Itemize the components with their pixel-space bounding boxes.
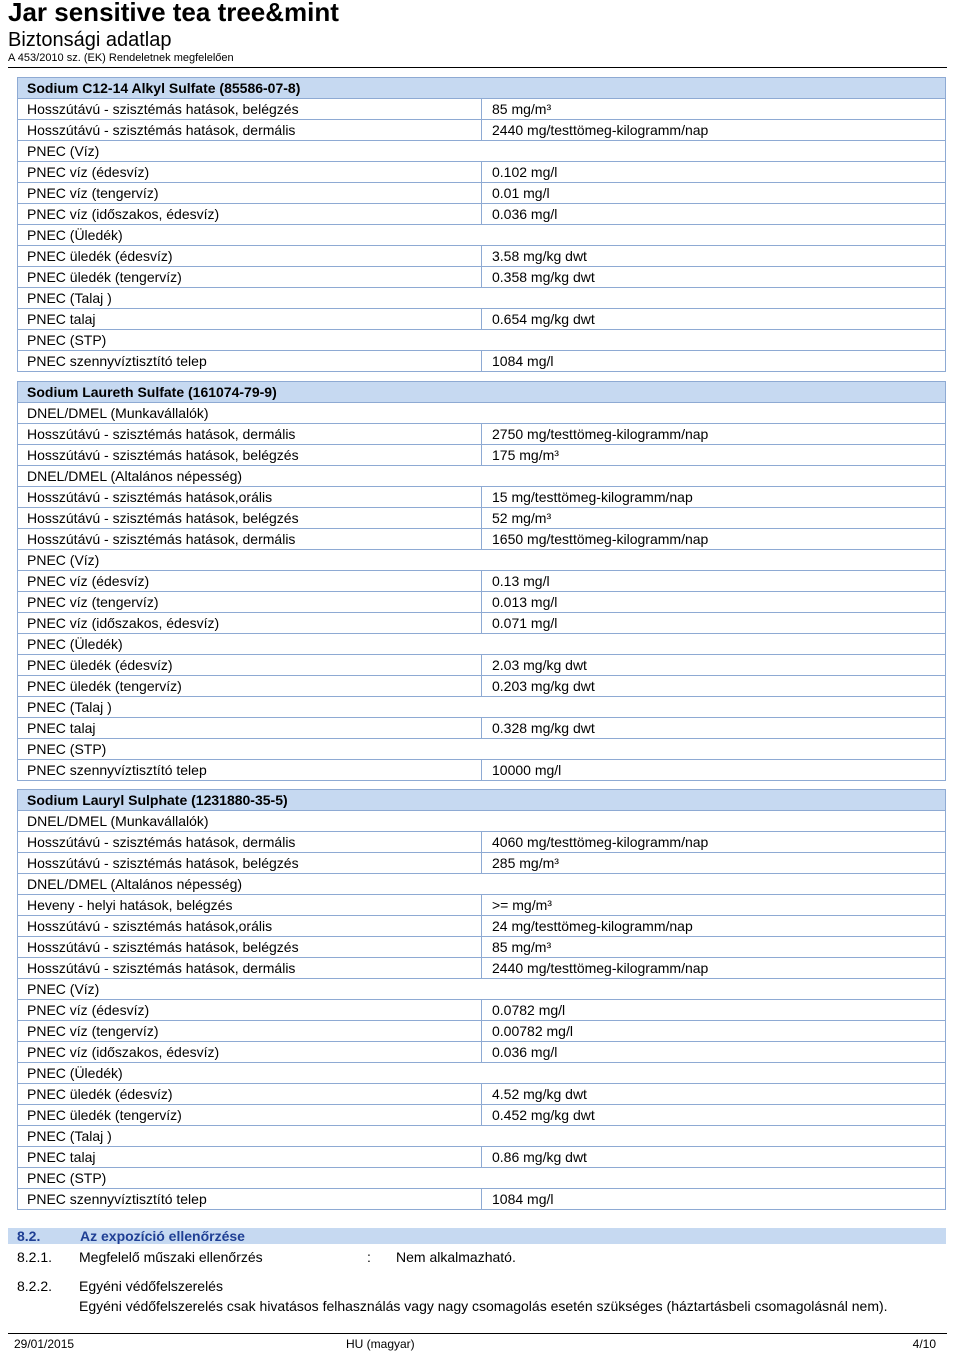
group-label: PNEC (Üledék) [18,225,946,246]
row-label: PNEC talaj [18,718,482,739]
row-label: Hosszútávú - szisztémás hatások, belégzés [18,853,482,874]
table-row [18,832,946,853]
section-number: 8.2. [17,1228,41,1244]
table-row [18,508,946,529]
group-row [18,697,946,718]
item2-number: 8.2.2. [17,1278,53,1294]
row-label: PNEC üledék (tengervíz) [18,1105,482,1126]
group-label: PNEC (STP) [18,330,946,351]
table-row [18,246,946,267]
footer-divider [8,1333,947,1334]
row-value: 2440 mg/testtömeg-kilogramm/nap [482,120,946,141]
section-title: Az expozíció ellenőrzése [80,1228,245,1244]
row-value: 2750 mg/testtömeg-kilogramm/nap [482,424,946,445]
row-value: 285 mg/m³ [482,853,946,874]
row-value: >= mg/m³ [482,895,946,916]
table-row [18,718,946,739]
row-label: Hosszútávú - szisztémás hatások,orális [18,916,482,937]
table-row [18,309,946,330]
substance-name: Sodium Laureth Sulfate (161074-79-9) [18,382,946,403]
row-label: PNEC szennyvíztisztító telep [18,351,482,372]
table-row [18,937,946,958]
group-label: PNEC (STP) [18,739,946,760]
row-label: Hosszútávú - szisztémás hatások, belégzés [18,508,482,529]
group-row [18,288,946,309]
row-value: 10000 mg/l [482,760,946,781]
group-label: PNEC (STP) [18,1168,946,1189]
row-label: Hosszútávú - szisztémás hatások, dermális [18,958,482,979]
table-row [18,204,946,225]
table-row [18,676,946,697]
row-value: 0.013 mg/l [482,592,946,613]
footer-page: 4/10 [912,1337,936,1351]
header-divider [8,67,947,68]
row-value: 0.452 mg/kg dwt [482,1105,946,1126]
group-label: PNEC (Üledék) [18,634,946,655]
row-label: Hosszútávú - szisztémás hatások, dermális [18,529,482,550]
table-row [18,424,946,445]
document-subtitle: Biztonsági adatlap [8,29,172,51]
row-value: 85 mg/m³ [482,99,946,120]
row-label: PNEC szennyvíztisztító telep [18,760,482,781]
row-label: PNEC víz (tengervíz) [18,592,482,613]
row-label: PNEC víz (édesvíz) [18,1000,482,1021]
group-row [18,550,946,571]
group-row [18,141,946,162]
row-value: 4.52 mg/kg dwt [482,1084,946,1105]
group-label: PNEC (Talaj ) [18,288,946,309]
row-label: PNEC víz (időszakos, édesvíz) [18,613,482,634]
row-value: 1084 mg/l [482,1189,946,1210]
row-value: 0.654 mg/kg dwt [482,309,946,330]
group-label: PNEC (Talaj ) [18,1126,946,1147]
row-label: PNEC üledék (édesvíz) [18,246,482,267]
group-label: DNEL/DMEL (Munkavállalók) [18,403,946,424]
row-label: PNEC üledék (tengervíz) [18,267,482,288]
group-row [18,739,946,760]
row-value: 24 mg/testtömeg-kilogramm/nap [482,916,946,937]
document-title: Jar sensitive tea tree&mint [8,0,339,27]
table-row [18,99,946,120]
group-label: PNEC (Talaj ) [18,697,946,718]
table-row [18,760,946,781]
row-value: 1650 mg/testtömeg-kilogramm/nap [482,529,946,550]
group-row [18,225,946,246]
row-value: 0.036 mg/l [482,1042,946,1063]
row-label: PNEC víz (időszakos, édesvíz) [18,1042,482,1063]
group-row [18,1063,946,1084]
table-row [18,958,946,979]
item1-value: Nem alkalmazható. [396,1249,516,1265]
table-row [18,162,946,183]
group-row [18,466,946,487]
row-label: PNEC víz (tengervíz) [18,1021,482,1042]
row-label: PNEC üledék (édesvíz) [18,1084,482,1105]
item2-label: Egyéni védőfelszerelés [79,1278,223,1294]
group-row [18,634,946,655]
substance-table-3 [17,789,946,1210]
table-row [18,1084,946,1105]
item1-separator: : [367,1249,371,1265]
row-label: Hosszútávú - szisztémás hatások,orális [18,487,482,508]
group-label: PNEC (Víz) [18,550,946,571]
substance-name: Sodium C12-14 Alkyl Sulfate (85586-07-8) [18,78,946,99]
group-label: DNEL/DMEL (Altalános népesség) [18,466,946,487]
item1-number: 8.2.1. [17,1249,53,1265]
row-value: 0.86 mg/kg dwt [482,1147,946,1168]
row-label: PNEC víz (édesvíz) [18,162,482,183]
substance-table-1 [17,77,946,372]
item2-text: Egyéni védőfelszerelés csak hivatásos felhasználás vagy nagy csomagolás esetén szükséges (háztartásbeli csomagolásnál nem). [79,1298,888,1314]
document-header [8,0,339,65]
row-value: 0.00782 mg/l [482,1021,946,1042]
row-value: 2.03 mg/kg dwt [482,655,946,676]
row-value: 0.328 mg/kg dwt [482,718,946,739]
row-value: 3.58 mg/kg dwt [482,246,946,267]
row-label: Heveny - helyi hatások, belégzés [18,895,482,916]
row-value: 0.102 mg/l [482,162,946,183]
row-label: Hosszútávú - szisztémás hatások, belégzés [18,937,482,958]
row-label: Hosszútávú - szisztémás hatások, dermális [18,832,482,853]
row-value: 0.13 mg/l [482,571,946,592]
table-row [18,895,946,916]
group-label: PNEC (Víz) [18,979,946,1000]
table-row [18,1189,946,1210]
group-row [18,1168,946,1189]
table-row [18,445,946,466]
row-label: Hosszútávú - szisztémás hatások, belégzés [18,99,482,120]
row-label: PNEC üledék (édesvíz) [18,655,482,676]
substance-header-row [18,382,946,403]
substance-name: Sodium Lauryl Sulphate (1231880-35-5) [18,790,946,811]
group-label: PNEC (Víz) [18,141,946,162]
table-row [18,1105,946,1126]
row-label: Hosszútávú - szisztémás hatások, belégzés [18,445,482,466]
row-value: 0.0782 mg/l [482,1000,946,1021]
row-label: PNEC üledék (tengervíz) [18,676,482,697]
group-row [18,979,946,1000]
table-row [18,613,946,634]
substance-header-row [18,78,946,99]
row-value: 0.203 mg/kg dwt [482,676,946,697]
substance-header-row [18,790,946,811]
row-value: 2440 mg/testtömeg-kilogramm/nap [482,958,946,979]
table-row [18,1000,946,1021]
item1-label: Megfelelő műszaki ellenőrzés [79,1249,263,1265]
table-row [18,267,946,288]
table-row [18,529,946,550]
table-row [18,120,946,141]
row-value: 175 mg/m³ [482,445,946,466]
group-row [18,874,946,895]
footer-language: HU (magyar) [346,1337,415,1351]
row-value: 1084 mg/l [482,351,946,372]
row-label: PNEC talaj [18,309,482,330]
row-label: Hosszútávú - szisztémás hatások, dermális [18,424,482,445]
row-value: 0.01 mg/l [482,183,946,204]
table-row [18,1147,946,1168]
row-label: PNEC víz (tengervíz) [18,183,482,204]
group-row [18,1126,946,1147]
section-heading [8,1228,946,1244]
group-row [18,330,946,351]
table-row [18,853,946,874]
group-label: PNEC (Üledék) [18,1063,946,1084]
row-label: PNEC talaj [18,1147,482,1168]
table-row [18,487,946,508]
regulation-note: A 453/2010 sz. (EK) Rendeletnek megfelelően [8,52,234,64]
row-value: 15 mg/testtömeg-kilogramm/nap [482,487,946,508]
row-value: 0.071 mg/l [482,613,946,634]
row-value: 85 mg/m³ [482,937,946,958]
table-row [18,655,946,676]
table-row [18,916,946,937]
group-label: DNEL/DMEL (Altalános népesség) [18,874,946,895]
footer-date: 29/01/2015 [14,1337,75,1351]
group-label: DNEL/DMEL (Munkavállalók) [18,811,946,832]
row-label: Hosszútávú - szisztémás hatások, dermális [18,120,482,141]
table-row [18,592,946,613]
row-label: PNEC szennyvíztisztító telep [18,1189,482,1210]
substance-table-2 [17,381,946,781]
row-label: PNEC víz (időszakos, édesvíz) [18,204,482,225]
row-value: 52 mg/m³ [482,508,946,529]
table-row [18,183,946,204]
row-label: PNEC víz (édesvíz) [18,571,482,592]
row-value: 0.358 mg/kg dwt [482,267,946,288]
table-row [18,351,946,372]
group-row [18,403,946,424]
table-row [18,1042,946,1063]
table-row [18,571,946,592]
group-row [18,811,946,832]
row-value: 4060 mg/testtömeg-kilogramm/nap [482,832,946,853]
row-value: 0.036 mg/l [482,204,946,225]
table-row [18,1021,946,1042]
